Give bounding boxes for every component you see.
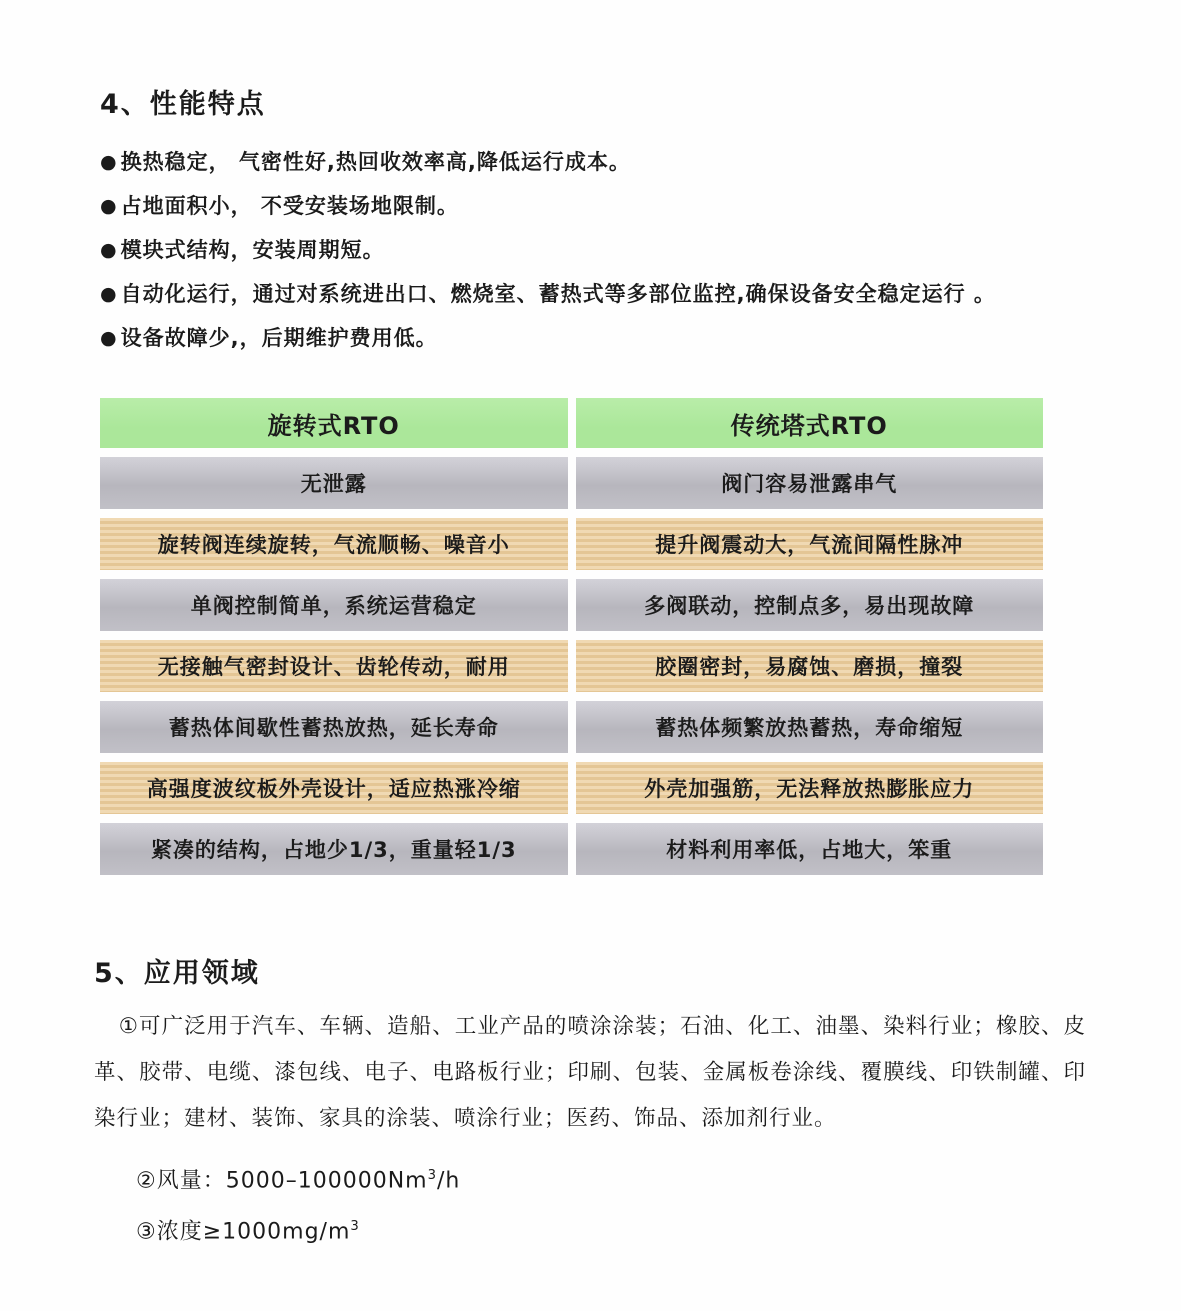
airflow-spec-unit: /h (436, 1168, 461, 1194)
table-header-tower-rto: 传统塔式RTO (576, 398, 1044, 448)
airflow-spec-text: ②风量：5000–100000Nm (136, 1168, 428, 1194)
table-row (100, 823, 1043, 875)
table-row (100, 518, 1043, 570)
table-cell: 胶圈密封，易腐蚀、磨损，撞裂 (576, 640, 1044, 692)
table-cell: 阀门容易泄露串气 (576, 457, 1044, 509)
table-row (100, 457, 1043, 509)
table-cell: 材料利用率低，占地大，笨重 (576, 823, 1044, 875)
feature-bullet-list (100, 151, 1085, 350)
table-cell: 旋转阀连续旋转，气流顺畅、噪音小 (100, 518, 568, 570)
bullet-icon: ● (100, 327, 118, 349)
table-cell: 外壳加强筋，无法释放热膨胀应力 (576, 762, 1044, 814)
table-row (100, 762, 1043, 814)
concentration-spec-text: ③浓度≥1000mg/m (136, 1219, 351, 1245)
section4-title: 4、性能特点 (100, 89, 266, 120)
feature-bullet-text: 自动化运行，通过对系统进出口、燃烧室、蓄热式等多部位监控,确保设备安全稳定运行 。 (120, 282, 996, 306)
feature-bullet (100, 151, 1085, 174)
bullet-icon: ● (100, 195, 118, 217)
application-paragraph: ①可广泛用于汽车、车辆、造船、工业产品的喷涂涂装；石油、化工、油墨、染料行业；橡胶、皮革、胶带、电缆、漆包线、电子、电路板行业；印刷、包装、金属板卷涂线、覆膜线、印铁制罐、印染行业；建材、装饰、家具的涂装、喷涂行业；医药、饰品、添加剂行业。 (94, 1014, 1086, 1131)
feature-bullet-text: 换热稳定， 气密性好,热回收效率高,降低运行成本。 (120, 150, 631, 174)
concentration-superscript: 3 (350, 1219, 360, 1235)
table-cell: 无接触气密封设计、齿轮传动，耐用 (100, 640, 568, 692)
table-cell: 蓄热体间歇性蓄热放热，延长寿命 (100, 701, 568, 753)
bullet-icon: ● (100, 151, 118, 173)
feature-bullet-text: 设备故障少,，后期维护费用低。 (120, 326, 438, 350)
feature-bullet (100, 239, 1085, 262)
table-row (100, 579, 1043, 631)
section5-title: 5、应用领域 (94, 958, 260, 989)
feature-bullet (100, 283, 1085, 306)
bullet-icon: ● (100, 283, 118, 305)
feature-bullet-text: 占地面积小， 不受安装场地限制。 (120, 194, 459, 218)
concentration-spec (94, 1215, 1085, 1244)
table-header-row (100, 398, 1043, 448)
feature-bullet (100, 327, 1085, 350)
table-cell: 紧凑的结构，占地少1/3，重量轻1/3 (100, 823, 568, 875)
table-cell: 蓄热体频繁放热蓄热，寿命缩短 (576, 701, 1044, 753)
feature-bullet-text: 模块式结构，安装周期短。 (120, 238, 385, 262)
table-cell: 无泄露 (100, 457, 568, 509)
table-row (100, 640, 1043, 692)
table-cell: 高强度波纹板外壳设计，适应热涨冷缩 (100, 762, 568, 814)
table-cell: 多阀联动，控制点多，易出现故障 (576, 579, 1044, 631)
airflow-spec (94, 1164, 1085, 1193)
bullet-icon: ● (100, 239, 118, 261)
table-cell: 提升阀震动大，气流间隔性脉冲 (576, 518, 1044, 570)
table-cell: 单阀控制简单，系统运营稳定 (100, 579, 568, 631)
rto-comparison-table (100, 398, 1043, 875)
table-row (100, 701, 1043, 753)
table-header-rotary-rto: 旋转式RTO (100, 398, 568, 448)
application-section (94, 951, 1085, 1245)
airflow-superscript: 3 (427, 1168, 437, 1183)
feature-bullet (100, 195, 1085, 218)
